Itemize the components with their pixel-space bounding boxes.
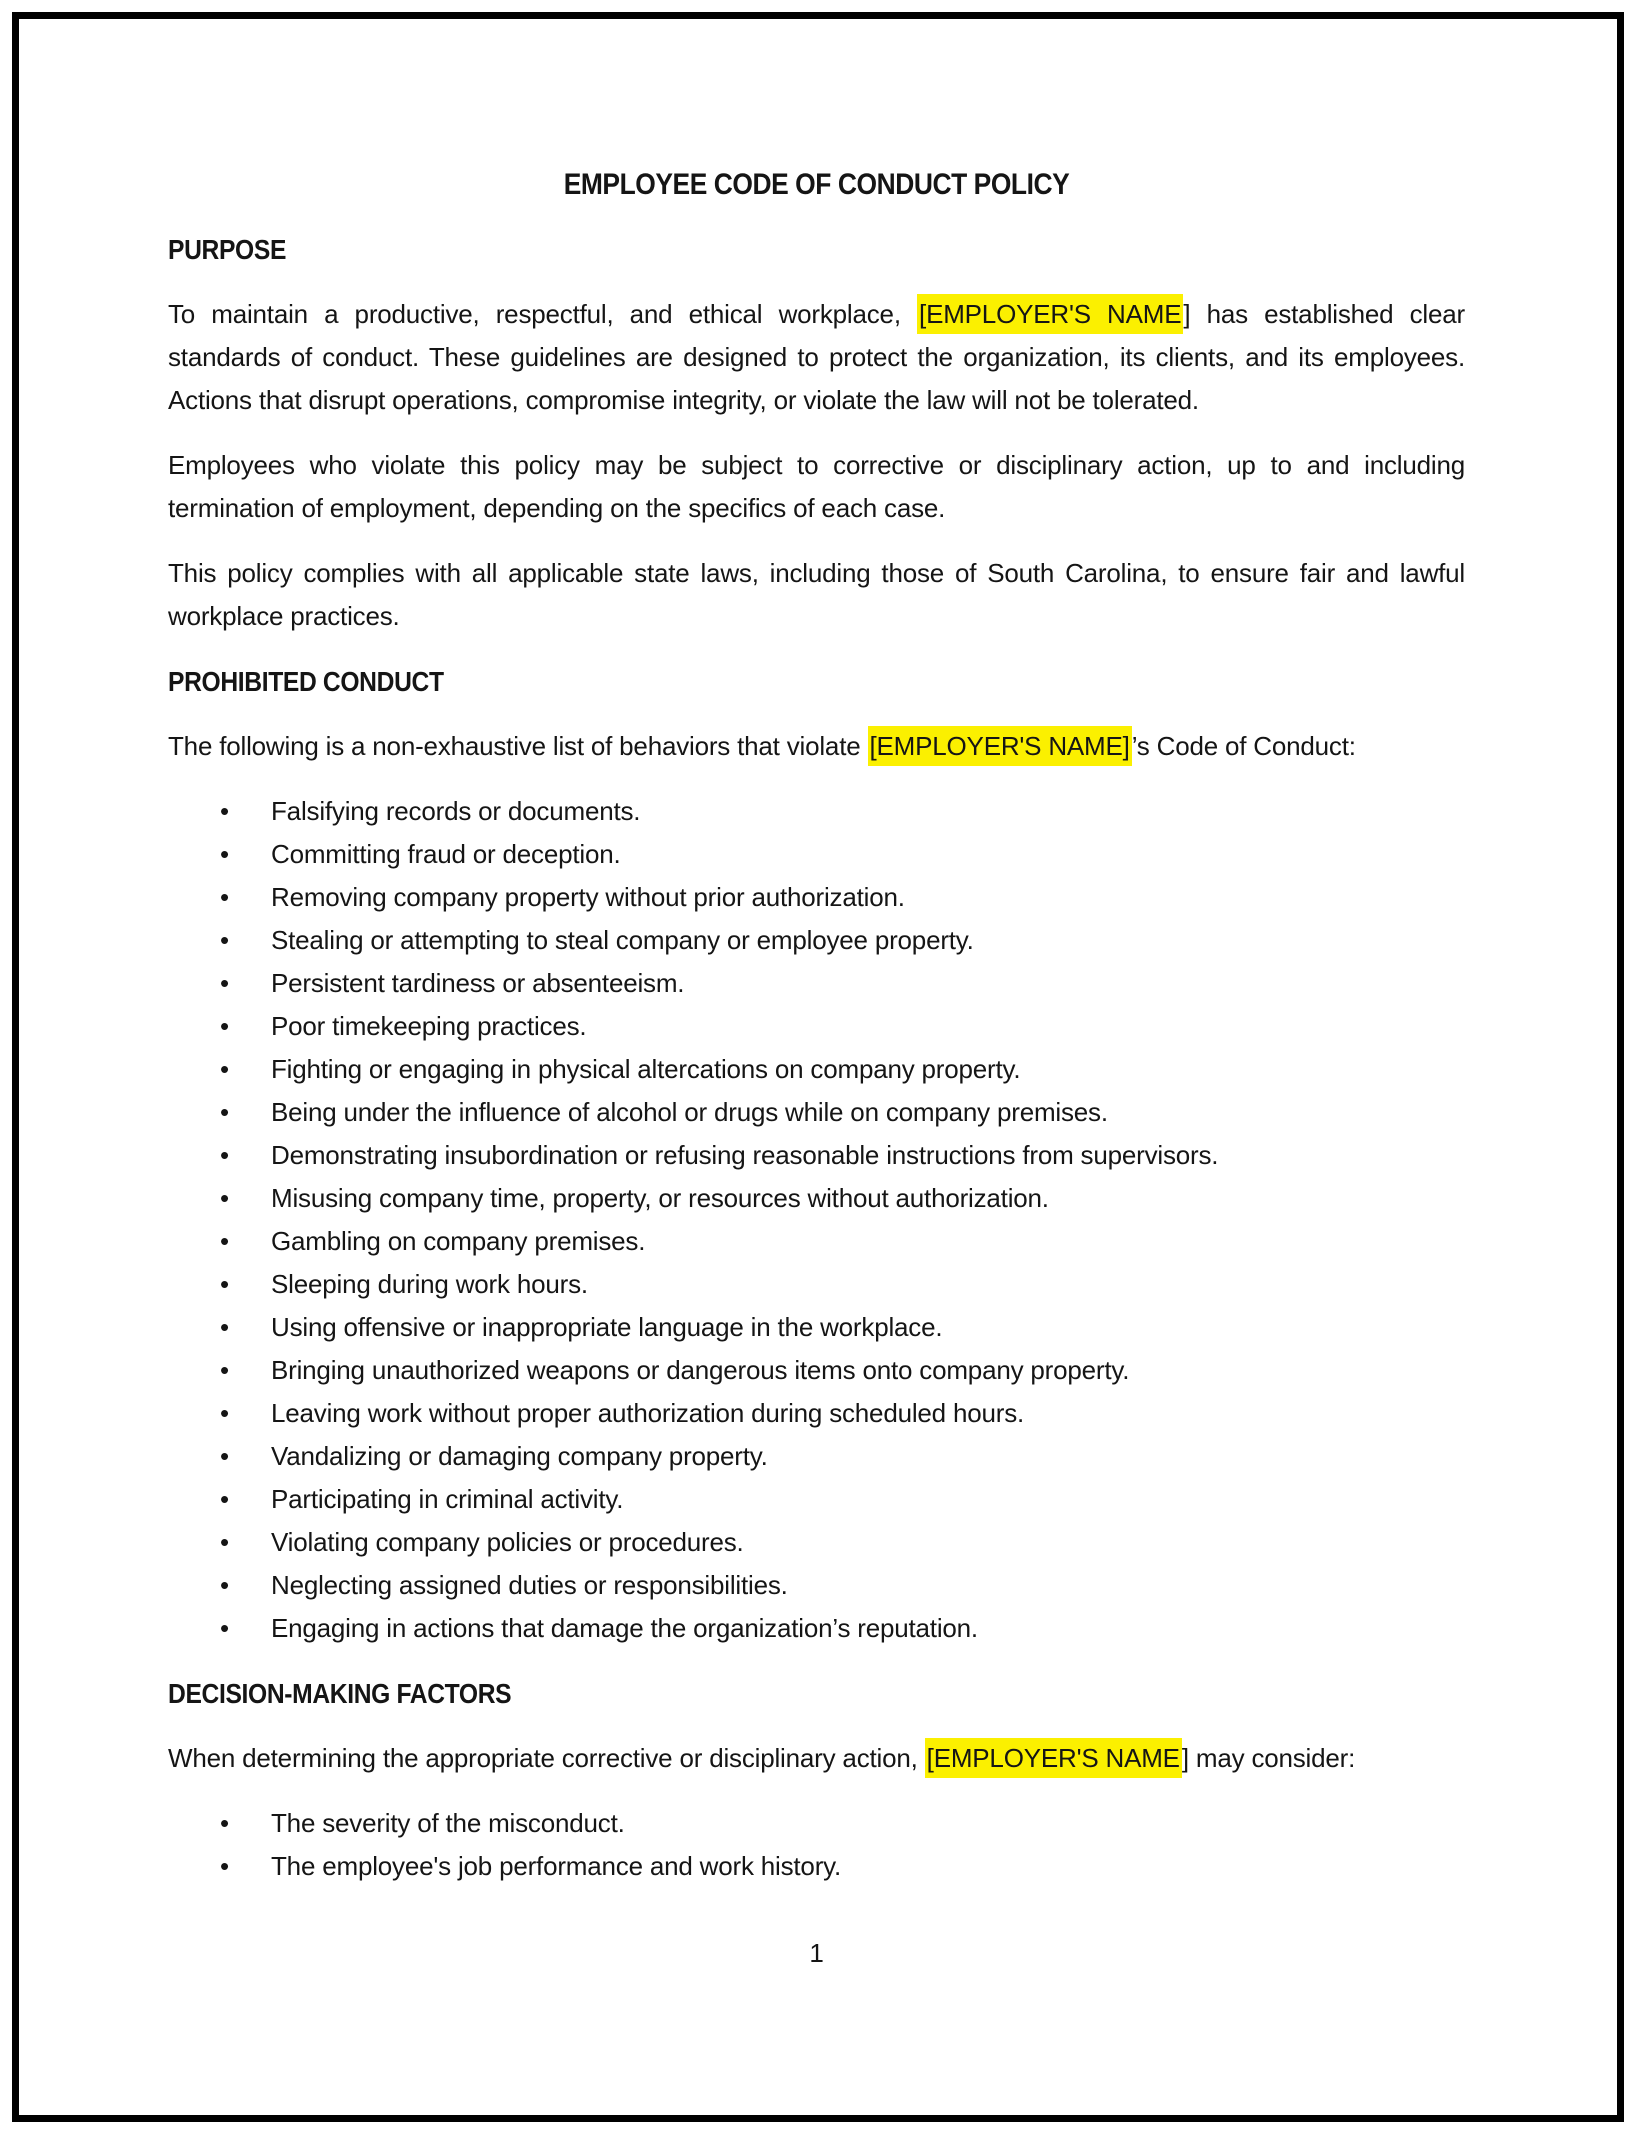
bullet-icon: • xyxy=(220,1613,229,1643)
list-item xyxy=(168,1091,1465,1134)
list-item xyxy=(168,919,1465,962)
bullet-icon: • xyxy=(220,1570,229,1600)
list-item xyxy=(168,1306,1465,1349)
bullet-icon: • xyxy=(220,1484,229,1514)
list-item-text: Violating company policies or procedures. xyxy=(271,1527,744,1557)
paragraph-purpose-1 xyxy=(168,293,1465,422)
page-title: EMPLOYEE CODE OF CONDUCT POLICY xyxy=(563,168,1070,201)
list-item-text: Falsifying records or documents. xyxy=(271,796,641,826)
highlight-employer-name: [EMPLOYER'S NAME] xyxy=(868,726,1132,766)
list-item-text: Participating in criminal activity. xyxy=(271,1484,624,1514)
list-item xyxy=(168,876,1465,919)
list-item-text: Stealing or attempting to steal company or employee property. xyxy=(271,925,974,955)
text-run: has established clear standards of conduct. These guidelines are designed to protect the organization, its clients, and its employees. Actions that disrupt operations, compromise integrity, or violate the law will not be tolerated. xyxy=(168,299,1465,415)
list-item-text: Gambling on company premises. xyxy=(271,1226,646,1256)
list-item-text: The severity of the misconduct. xyxy=(271,1808,625,1838)
text-run: may consider: xyxy=(1188,1743,1356,1773)
list-item xyxy=(168,1005,1465,1048)
list-item-text: Demonstrating insubordination or refusing reasonable instructions from supervisors. xyxy=(271,1140,1219,1170)
list-item-text: Misusing company time, property, or resources without authorization. xyxy=(271,1183,1049,1213)
list-item xyxy=(168,1564,1465,1607)
text-run: When determining the appropriate corrective or disciplinary action, xyxy=(168,1743,925,1773)
text-run: The following is a non-exhaustive list of behaviors that violate xyxy=(168,731,868,761)
bullet-icon: • xyxy=(220,1441,229,1471)
list-item xyxy=(168,1521,1465,1564)
bullet-icon: • xyxy=(220,1269,229,1299)
bullet-icon: • xyxy=(220,1140,229,1170)
list-item xyxy=(168,1392,1465,1435)
list-item-text: Neglecting assigned duties or responsibilities. xyxy=(271,1570,788,1600)
list-item xyxy=(168,1845,1465,1888)
list-item xyxy=(168,1177,1465,1220)
list-item xyxy=(168,1607,1465,1650)
highlight-employer-name: [EMPLOYER'S NAME xyxy=(925,1738,1182,1778)
bullet-icon: • xyxy=(220,1183,229,1213)
bullet-icon: • xyxy=(220,839,229,869)
list-item-text: Committing fraud or deception. xyxy=(271,839,621,869)
list-item xyxy=(168,790,1465,833)
highlight-employer-name: [EMPLOYER'S NAME xyxy=(917,294,1183,334)
paragraph-purpose-2: Employees who violate this policy may be subject to corrective or disciplinary action, up to and including termination of employment, depending on the specifics of each case. xyxy=(168,450,1465,523)
list-item xyxy=(168,1349,1465,1392)
bullet-icon: • xyxy=(220,1226,229,1256)
bullet-icon: • xyxy=(220,1851,229,1881)
heading-decision-making-factors: DECISION-MAKING FACTORS xyxy=(168,1678,512,1709)
paragraph-decision-intro xyxy=(168,1737,1465,1780)
list-item-text: Bringing unauthorized weapons or dangerous items onto company property. xyxy=(271,1355,1130,1385)
text-run: ’s Code of Conduct: xyxy=(1131,731,1356,761)
list-item xyxy=(168,1478,1465,1521)
list-item-text: Sleeping during work hours. xyxy=(271,1269,588,1299)
text-run: To maintain a productive, respectful, and ethical workplace, xyxy=(168,299,918,329)
bullet-icon: • xyxy=(220,1312,229,1342)
list-item xyxy=(168,833,1465,876)
text-run: ] xyxy=(1183,299,1191,329)
list-item-text: Using offensive or inappropriate language in the workplace. xyxy=(271,1312,943,1342)
bullet-icon: • xyxy=(220,1398,229,1428)
bullet-icon: • xyxy=(220,1011,229,1041)
list-item-text: Being under the influence of alcohol or drugs while on company premises. xyxy=(271,1097,1108,1127)
page-content xyxy=(168,0,1465,1975)
bullet-icon: • xyxy=(220,1527,229,1557)
bullet-icon: • xyxy=(220,796,229,826)
list-item-text: Persistent tardiness or absenteeism. xyxy=(271,968,685,998)
list-item-text: Removing company property without prior authorization. xyxy=(271,882,905,912)
bullet-icon: • xyxy=(220,925,229,955)
bullet-icon: • xyxy=(220,1054,229,1084)
page-number: 1 xyxy=(809,1938,824,1968)
list-item xyxy=(168,1134,1465,1177)
bullet-icon: • xyxy=(220,882,229,912)
list-item-text: Engaging in actions that damage the organization’s reputation. xyxy=(271,1613,978,1643)
prohibited-conduct-list xyxy=(168,790,1465,1650)
list-item xyxy=(168,1220,1465,1263)
list-item-text: Leaving work without proper authorization during scheduled hours. xyxy=(271,1398,1025,1428)
list-item-text: Poor timekeeping practices. xyxy=(271,1011,587,1041)
bullet-icon: • xyxy=(220,1355,229,1385)
decision-factors-list xyxy=(168,1802,1465,1888)
paragraph-prohibited-intro xyxy=(168,725,1465,768)
list-item xyxy=(168,1048,1465,1091)
list-item xyxy=(168,1802,1465,1845)
list-item-text: Fighting or engaging in physical altercations on company property. xyxy=(271,1054,1021,1084)
bullet-icon: • xyxy=(220,968,229,998)
bullet-icon: • xyxy=(220,1097,229,1127)
heading-purpose: PURPOSE xyxy=(168,234,287,265)
bullet-icon: • xyxy=(220,1808,229,1838)
heading-prohibited-conduct: PROHIBITED CONDUCT xyxy=(168,666,444,697)
list-item xyxy=(168,1263,1465,1306)
list-item xyxy=(168,962,1465,1005)
paragraph-purpose-3: This policy complies with all applicable state laws, including those of South Carolina, to ensure fair and lawful workplace practices. xyxy=(168,558,1465,631)
list-item xyxy=(168,1435,1465,1478)
list-item-text: Vandalizing or damaging company property. xyxy=(271,1441,768,1471)
text-run: ] xyxy=(1181,1743,1189,1773)
list-item-text: The employee's job performance and work history. xyxy=(271,1851,842,1881)
